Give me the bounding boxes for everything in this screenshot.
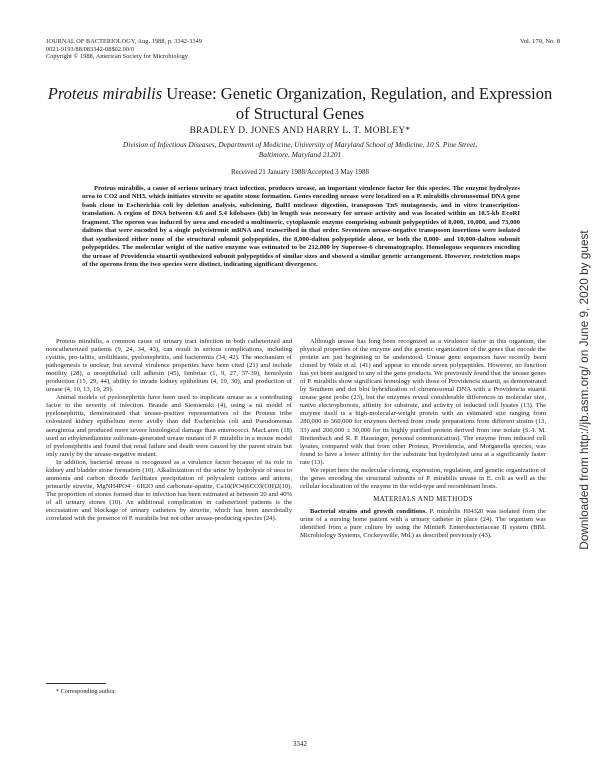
methods-runin-heading: Bacterial strains and growth conditions.: [310, 507, 427, 515]
section-heading-methods: MATERIALS AND METHODS: [373, 494, 473, 503]
body-column-left: [46, 338, 292, 523]
intro-paragraph-4: Although urease has long been recognized as a virulence factor in this organism, the physical properties of the enzyme and the genetic organization of the genes that encode the protein are just beginning to be understood. Urease gene sequences have recently been cloned by Walz et al. (41) and appear to encode seven polypeptides. However, no function has yet been assigned to any of the gene products. We previously found that the urease genes of P. mirabilis show significant homology with those of Providencia stuartii, as demonstrated by Southern and dot blot hybridization of chromosomal DNA with a Providencia stuartii urease gene probe (23), but the enzymes reveal considerable differences in molecular size, native electrophoresis, affinity for substrate, and activity of inducted cell lysates (13). The enzyme itself is a high-molecular-weight protein with an estimated size ranging from 280,000 to 360,000 for enzymes derived from crude preparations from different strains (13, 33) and 200,000 ± 30,000 for its highly purified protein derived from one isolate (S.-I. M. Breitenbach and R. P. Hausinger, personal communication). The enzyme from induced cell lysates, compared with that from other Proteus, Providencia, and Morganella species, was found to have a lower affinity for the substrate but hydrolyzed urea at a significantly faster rate (13).: [300, 338, 546, 466]
copyright-line: Copyright © 1988, American Society for Microbiology: [46, 53, 188, 61]
author-list: BRADLEY D. JONES AND HARRY L. T. MOBLEY*: [189, 126, 411, 136]
intro-paragraph-5: We report here the molecular cloning, expression, regulation, and genetic organization of the genes encoding the structural subunits of P. mirabilis urease in E. coli as well as the cellular localization of the enzyme in the wild-type and recombinant hosts.: [300, 466, 546, 490]
intro-paragraph-1: Proteus mirabilis, a common cause of urinary tract infection in both catheterized and noncatheterized patients (9, 24, 34, 43), can result in serious complications, including cystitis, pro-talitis, urolithiasis, pyelonephritis, and bacteremia (34, 42). The mechanism of pathogenesis is unclear, but several virulence properties have been cited (21) and include motility (28), a uroepithelial cell adhesin (45), fimbriae (1, 9, 27, 37-39), hemolysin production (15, 29, 44), ability to invade kidney epithelium (4, 19, 30), and production of urease (4, 10, 13, 19, 29).: [46, 338, 292, 394]
title-rest: Urease: Genetic Organization, Regulation, and Expression of Structural Genes: [166, 84, 553, 123]
title-species: Proteus mirabilis: [47, 84, 163, 103]
affiliation-line-1: Division of Infectious Diseases, Department of Medicine, University of Maryland School of Medicine, 10 S. Pine Street,: [122, 140, 478, 149]
body-column-right: [300, 338, 546, 540]
volume-info: Vol. 170, No. 8: [519, 38, 560, 45]
footnote-divider: [46, 683, 106, 684]
methods-text: P. mirabilis HI4320 was isolated from the urine of a nursing home patient with a urinary catheter in place (24). The organism was identified from a pure culture by using the MiniteK Enterobacteriaceae II system (BBL Microbiology Systems, Cockeysville, Md.) as described previously (43).: [300, 507, 546, 540]
footnote: * Corresponding author.: [56, 688, 116, 695]
author-affiliation: [40, 140, 560, 159]
abstract: Proteus mirabilis, a cause of serious urinary tract infection, produces urease, an important virulence factor for this species. The enzyme hydrolyzes urea to CO2 and NH3, which initiates struvite or apatite stone formation. Genes encoding urease were localized on a P. mirabilis chromosomal DNA gene bank clone in Escherichia coli by deletion analysis, subcloning, BalII nuclease digestion, transposon TnS mutagenesis, and in vitro transcription-translation. A region of DNA between 4.6 and 5.4 kilobases (kb) in length was necessary for urease activity and was located within an 18.5-kb EcoRI fragment. The operon was induced by urea and encoded a multimeric, cytoplasmic enzyme comprising subunit polypeptides of 8,000, 10,000, and 73,000 daltons that were encoded by a single polycistronic mRNA and transcribed in that order. Seventeen urease-negative transposon insertions were isolated that synthesized either none of the structural subunit polypeptides, the 8,000-dalton polypeptide alone, or both the 8,000- and 10,000-dalton subunit polypeptides. The molecular weight of the native enzyme was estimated to be 212,000 by Superose-6 chromatography. Homologous sequences encoding the urease of Providencia stuartii synthesized subunit polypeptides of similar sizes and showed a similar genetic arrangement. However, restriction maps of the operons from the two species were distinct, indicating significant divergence.: [82, 185, 520, 269]
page-number: 3342: [293, 740, 307, 748]
article-title: [40, 84, 560, 124]
intro-paragraph-2: Animal models of pyelonephritis have been used to implicate urease as a contributing factor to the severity of infection. Braude and Siemienski (4), using a rat model of pyelonephritis, demonstrated that urease-positive representatives of the Proteus tribe colonized kidney epithelium more avidly than did Escherichia coli and Pseudomonas aeruginosa and produced more severe histological damage than enterococci. MacLaren (18) used an ethylenediamine sulfonate-generated urease mutant of P. mirabilis in a mouse model of pyelonephritis and found that renal failure and death were caused by the parent strain but only rarely by the urease-negative mutant.: [46, 394, 292, 458]
affiliation-line-2: Baltimore, Maryland 21201: [258, 149, 342, 159]
journal-header: [46, 38, 202, 61]
journal-citation: JOURNAL OF BACTERIOLOGY, Aug. 1988, p. 3342-3349: [46, 38, 203, 45]
methods-paragraph-1: [300, 508, 546, 540]
issn-code: 0021-9193/88/083342-08$02.00/0: [46, 45, 135, 53]
download-watermark: Downloaded from http://jb.asm.org/ on June 9, 2020 by guest: [577, 230, 591, 550]
intro-paragraph-3: In addition, bacterial urease is recognized as a virulence factor because of its role in kidney and bladder stone formation (10). Alkalinization of the urine by hydrolysis of urea to ammonia and carbon dioxide facilitates precipitation of polyvalent cations and anions, primarily struvite, MgNH4PO4 · 6H2O and carbonate-apatite, Ca10(PO4)6CO3(OH)2(10). The proportion of stones formed due to infection has been estimated at between 20 and 40% of all urinary stones (10). An additional complication in catheterized patients is the encrustation and blockage of urinary catheters by struvite, which has been anecdotally correlated with the presence of P. mirabilis but not other urease-producing species (24).: [46, 458, 292, 523]
received-dates: Received 21 January 1988/Accepted 3 May 1988: [230, 168, 369, 176]
